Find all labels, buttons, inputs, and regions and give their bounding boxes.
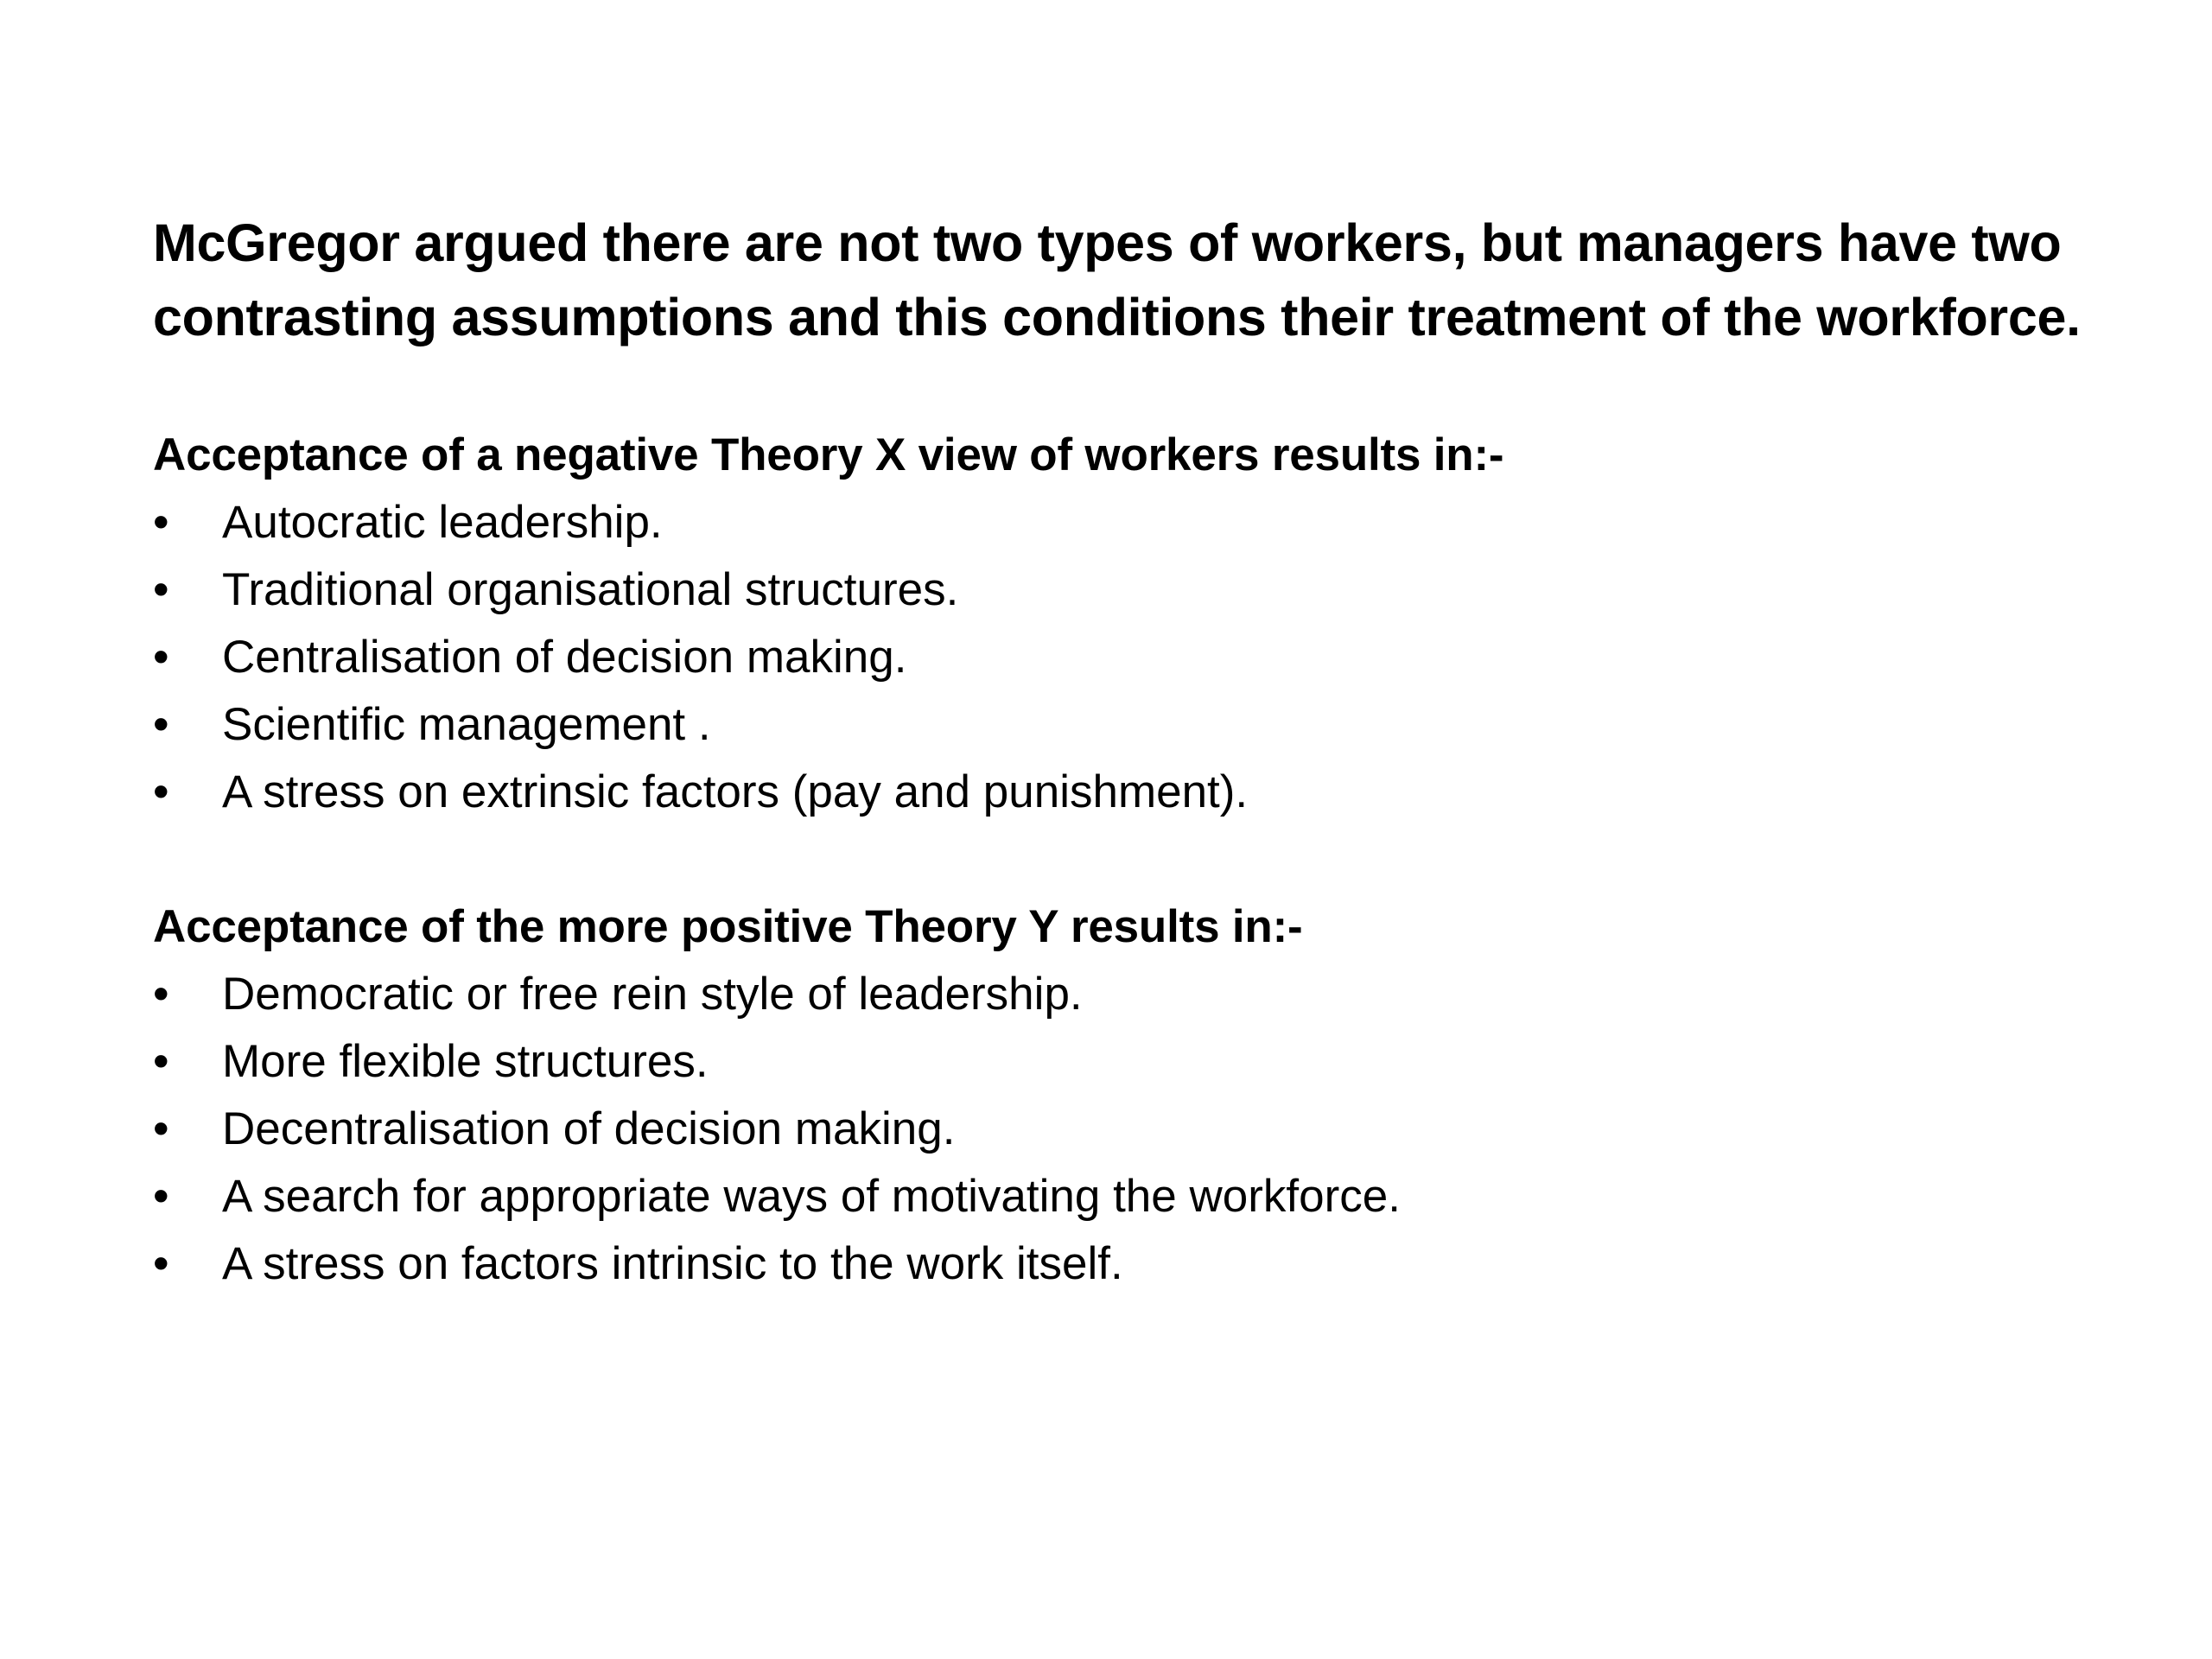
bullet-icon: • <box>153 1238 169 1289</box>
theory-y-item <box>153 1096 2106 1163</box>
theory-x-item-text: Autocratic leadership. <box>222 497 663 548</box>
theory-y-item-text: Democratic or free rein style of leadership. <box>222 969 1083 1020</box>
bullet-icon: • <box>153 1171 169 1222</box>
theory-x-item <box>153 556 2106 624</box>
theory-y-item <box>153 1230 2106 1298</box>
theory-x-item <box>153 691 2106 759</box>
theory-y-item <box>153 961 2106 1028</box>
theory-y-item-text: A stress on factors intrinsic to the work itself. <box>222 1238 1123 1289</box>
theory-y-item <box>153 1028 2106 1096</box>
bullet-icon: • <box>153 1103 169 1154</box>
bullet-icon: • <box>153 699 169 750</box>
theory-y-heading: Acceptance of the more positive Theory Y results in:- <box>153 901 1303 952</box>
theory-x-item-text: Traditional organisational structures. <box>222 564 959 615</box>
theory-x-item <box>153 624 2106 691</box>
bullet-icon: • <box>153 766 169 817</box>
bullet-icon: • <box>153 632 169 683</box>
theory-y-item-text: More flexible structures. <box>222 1036 709 1087</box>
intro-paragraph: McGregor argued there are not two types of workers, but managers have two contrasting assumptions and this conditions their treatment of the workforce. <box>153 213 2081 346</box>
bullet-icon: • <box>153 497 169 548</box>
theory-y-item-text: A search for appropriate ways of motivating the workforce. <box>222 1171 1401 1222</box>
bullet-icon: • <box>153 564 169 615</box>
theory-y-section <box>153 893 2106 1298</box>
theory-x-item-text: A stress on extrinsic factors (pay and punishment). <box>222 766 1249 817</box>
theory-x-item <box>153 759 2106 826</box>
theory-x-item-text: Scientific management . <box>222 699 711 750</box>
theory-y-list <box>153 961 2106 1298</box>
theory-x-section <box>153 422 2106 826</box>
theory-y-item-text: Decentralisation of decision making. <box>222 1103 956 1154</box>
bullet-icon: • <box>153 969 169 1020</box>
slide-content <box>153 206 2106 1298</box>
theory-y-item <box>153 1163 2106 1230</box>
theory-x-heading: Acceptance of a negative Theory X view of workers results in:- <box>153 429 1504 480</box>
bullet-icon: • <box>153 1036 169 1087</box>
theory-x-item-text: Centralisation of decision making. <box>222 632 907 683</box>
theory-x-item <box>153 489 2106 556</box>
theory-x-list <box>153 489 2106 826</box>
